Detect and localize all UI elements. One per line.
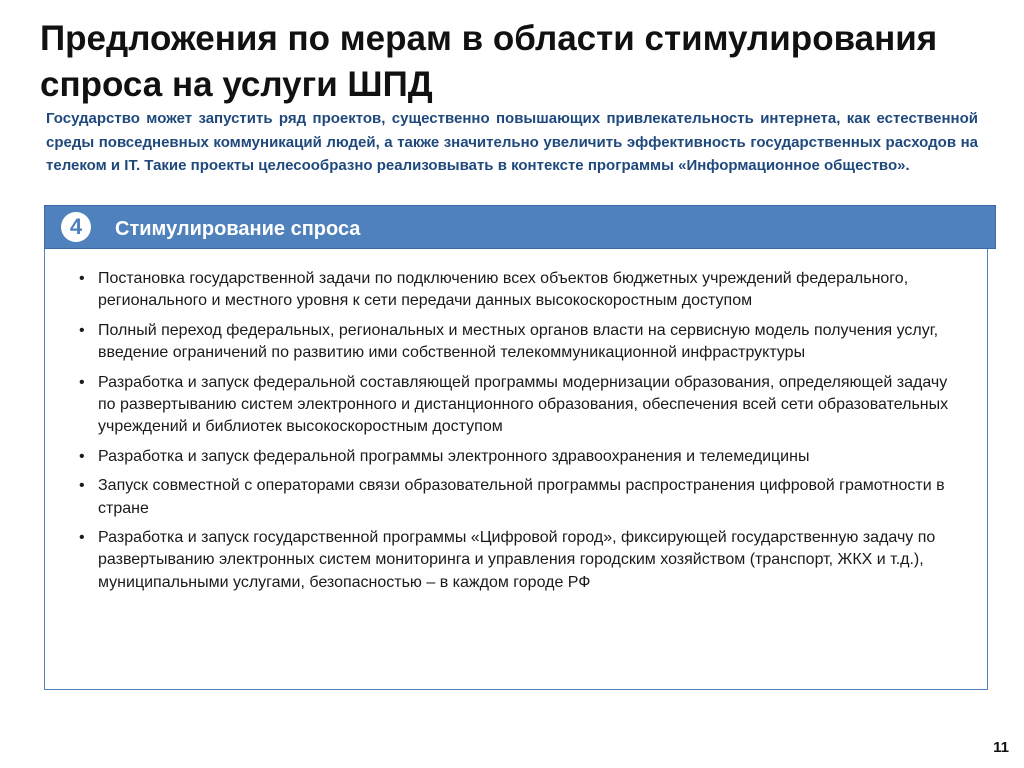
section-number-badge: 4: [61, 212, 91, 242]
section-title: Стимулирование спроса: [115, 218, 361, 240]
bullet-list: [45, 249, 987, 594]
bullet-item: • Разработка и запуск федеральной составляющей программы модернизации образования, определяющей задачу по развертыванию систем электронного и дистанционного образования, обеспечения всей сети образовательных учреждений и библиотек высокоскоростным доступом: [79, 372, 967, 439]
bullet-item: • Постановка государственной задачи по подключению всех объектов бюджетных учреждений федерального, регионального и местного уровня к сети передачи данных высокоскоростным доступом: [79, 268, 967, 313]
intro-paragraph: Государство может запустить ряд проектов, существенно повышающих привлекательность интернета, как естественной среды повседневных коммуникаций людей, а также значительно увеличить эффективность государственных расходов на телеком и IT. Такие проекты целесообразно реализовывать в контексте программы «Информационное общество».: [46, 110, 978, 175]
bullet-item: • Запуск совместной с операторами связи образовательной программы распространения цифровой грамотности в стране: [79, 475, 967, 520]
bullet-item: • Разработка и запуск государственной программы «Цифровой город», фиксирующей государственную задачу по развертыванию электронных систем мониторинга и управления городским хозяйством (транспорт, ЖКХ и т.д.), муниципальными услугами, безопасностью – в каждом городе РФ: [79, 527, 967, 594]
bullet-item: • Полный переход федеральных, региональных и местных органов власти на сервисную модель получения услуг, введение ограничений по развитию ими собственной телекоммуникационной инфраструктуры: [79, 320, 967, 365]
slide-title: Предложения по мерам в области стимулирования спроса на услуги ШПД: [40, 19, 938, 104]
page-number: 11: [993, 739, 1009, 756]
section-header: [44, 205, 996, 249]
bullet-item: • Разработка и запуск федеральной программы электронного здравоохранения и телемедицины: [79, 446, 967, 468]
section-content: [44, 249, 988, 690]
